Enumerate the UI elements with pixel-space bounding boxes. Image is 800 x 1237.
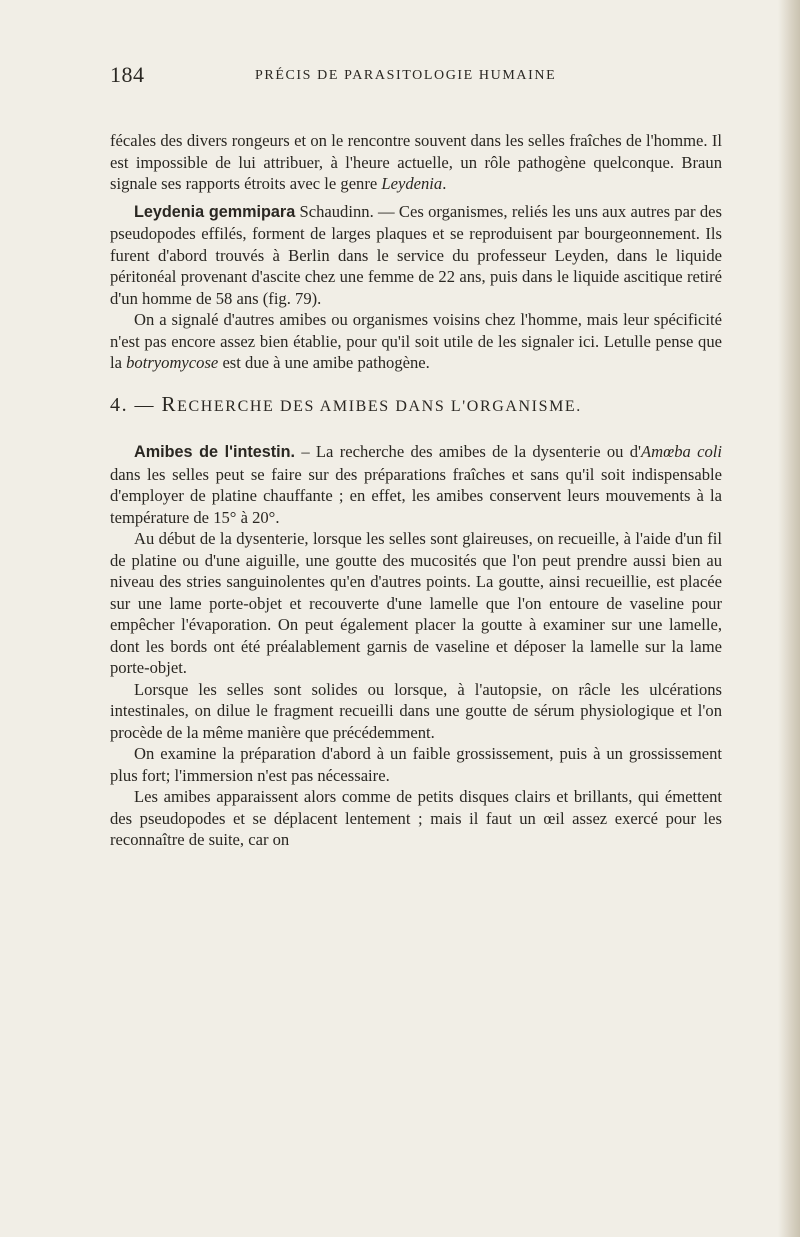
running-head: PRÉCIS DE PARASITOLOGIE HUMAINE [255,68,557,83]
section-title-text: ECHERCHE DES AMIBES DANS L'ORGANISME. [177,397,582,415]
italic-term: Leydenia [381,174,443,193]
page-header [110,62,720,92]
text-run: – La recherche des amibes de la dysenterie ou d' [295,442,642,461]
text-run: Lorsque les selles sont solides ou lorsque, à l'autopsie, on râcle les ulcérations intestinales, on dilue le fragment recueilli dans une goutte de sérum physiologique et l'on procède de la même manière que précédemment. [110,679,722,742]
paragraph-leydenia-intro [110,130,722,195]
subsection-heading: Amibes de l'intestin. [134,443,296,461]
paragraph-apparence-amibes [110,786,722,851]
page-number: 184 [110,62,145,87]
text-run: . [442,174,447,193]
italic-term: Amœba coli [641,442,722,461]
text-run: On a signalé d'autres amibes ou organismes voisins chez l'homme, mais leur spécificité n'est pas encore assez bien établie, pour qu'il soit utile de les signaler ici. Letulle pense que la [110,310,722,372]
section-heading [110,391,722,418]
paragraph-leydenia-gemmipara [110,201,722,310]
text-run: dans les selles peut se faire sur des préparations fraîches et sans qu'il soit indispensable d'employer de platine chauffante ; en effet, les amibes conservent leurs mouvements à la température de 15° à 20°. [110,464,722,527]
text-run: fécales des divers rongeurs et on le rencontre souvent dans les selles fraîches de l'homme. Il est impossible de lui attribuer, à l'heure actuelle, un rôle pathogène quelconque. Braun signale ses rapports étroits avec le genre [110,131,722,193]
paragraph-examen [110,743,722,786]
paragraph-other-amibes [110,309,722,374]
body-text [110,130,722,851]
text-run: Au début de la dysenterie, lorsque les selles sont glaireuses, on recueille, à l'aide d'un fil de platine ou d'une aiguille, une goutte des mucosités que l'on peut prendre aussi bien au niveau des stries sanguinolentes qu'en d'autres points. La goutte, ainsi recueillie, est placée sur une lame porte-objet et recouverte d'une lamelle que l'on entoure de vaseline pour empêcher l'évaporation. On peut également placer la goutte à examiner sur une lamelle, dont les bords ont été préalablement garnis de vaseline et déposer la lamelle sur la lame porte-objet. [110,529,722,677]
section-initial: R [161,391,178,416]
paragraph-selles-solides [110,679,722,744]
italic-term: botryomycose [126,353,219,372]
species-heading: Leydenia gemmipara [134,202,296,221]
page-edge-shadow [778,0,800,1237]
text-run: est due à une amibe pathogène. [218,353,430,372]
section-number: 4. [110,393,129,416]
paragraph-debut-dysenterie [110,528,722,679]
text-run: On examine la préparation d'abord à un faible grossissement, puis à un grossissement plus fort; l'immersion n'est pas nécessaire. [110,744,722,785]
text-run: Les amibes apparaissent alors comme de petits disques clairs et brillants, qui émettent des pseudopodes et se déplacent lentement ; mais il faut un œil assez exercé pour les reconnaître de suite, car on [110,787,722,849]
text-run: Schaudinn. — Ces organismes, reliés les uns aux autres par des pseudopodes effilés, forment de larges plaques et se reproduisent par bourgeonnement. Ils furent d'abord trouvés à Berlin dans le service du professeur Leyden, dans le liquide péritonéal provenant d'ascite chez une femme de 22 ans, puis dans le liquide ascitique retiré d'un homme de 58 ans (fig. 79). [110,201,722,308]
section-dash: — [128,394,162,416]
paragraph-amibes-intestin [110,441,722,528]
